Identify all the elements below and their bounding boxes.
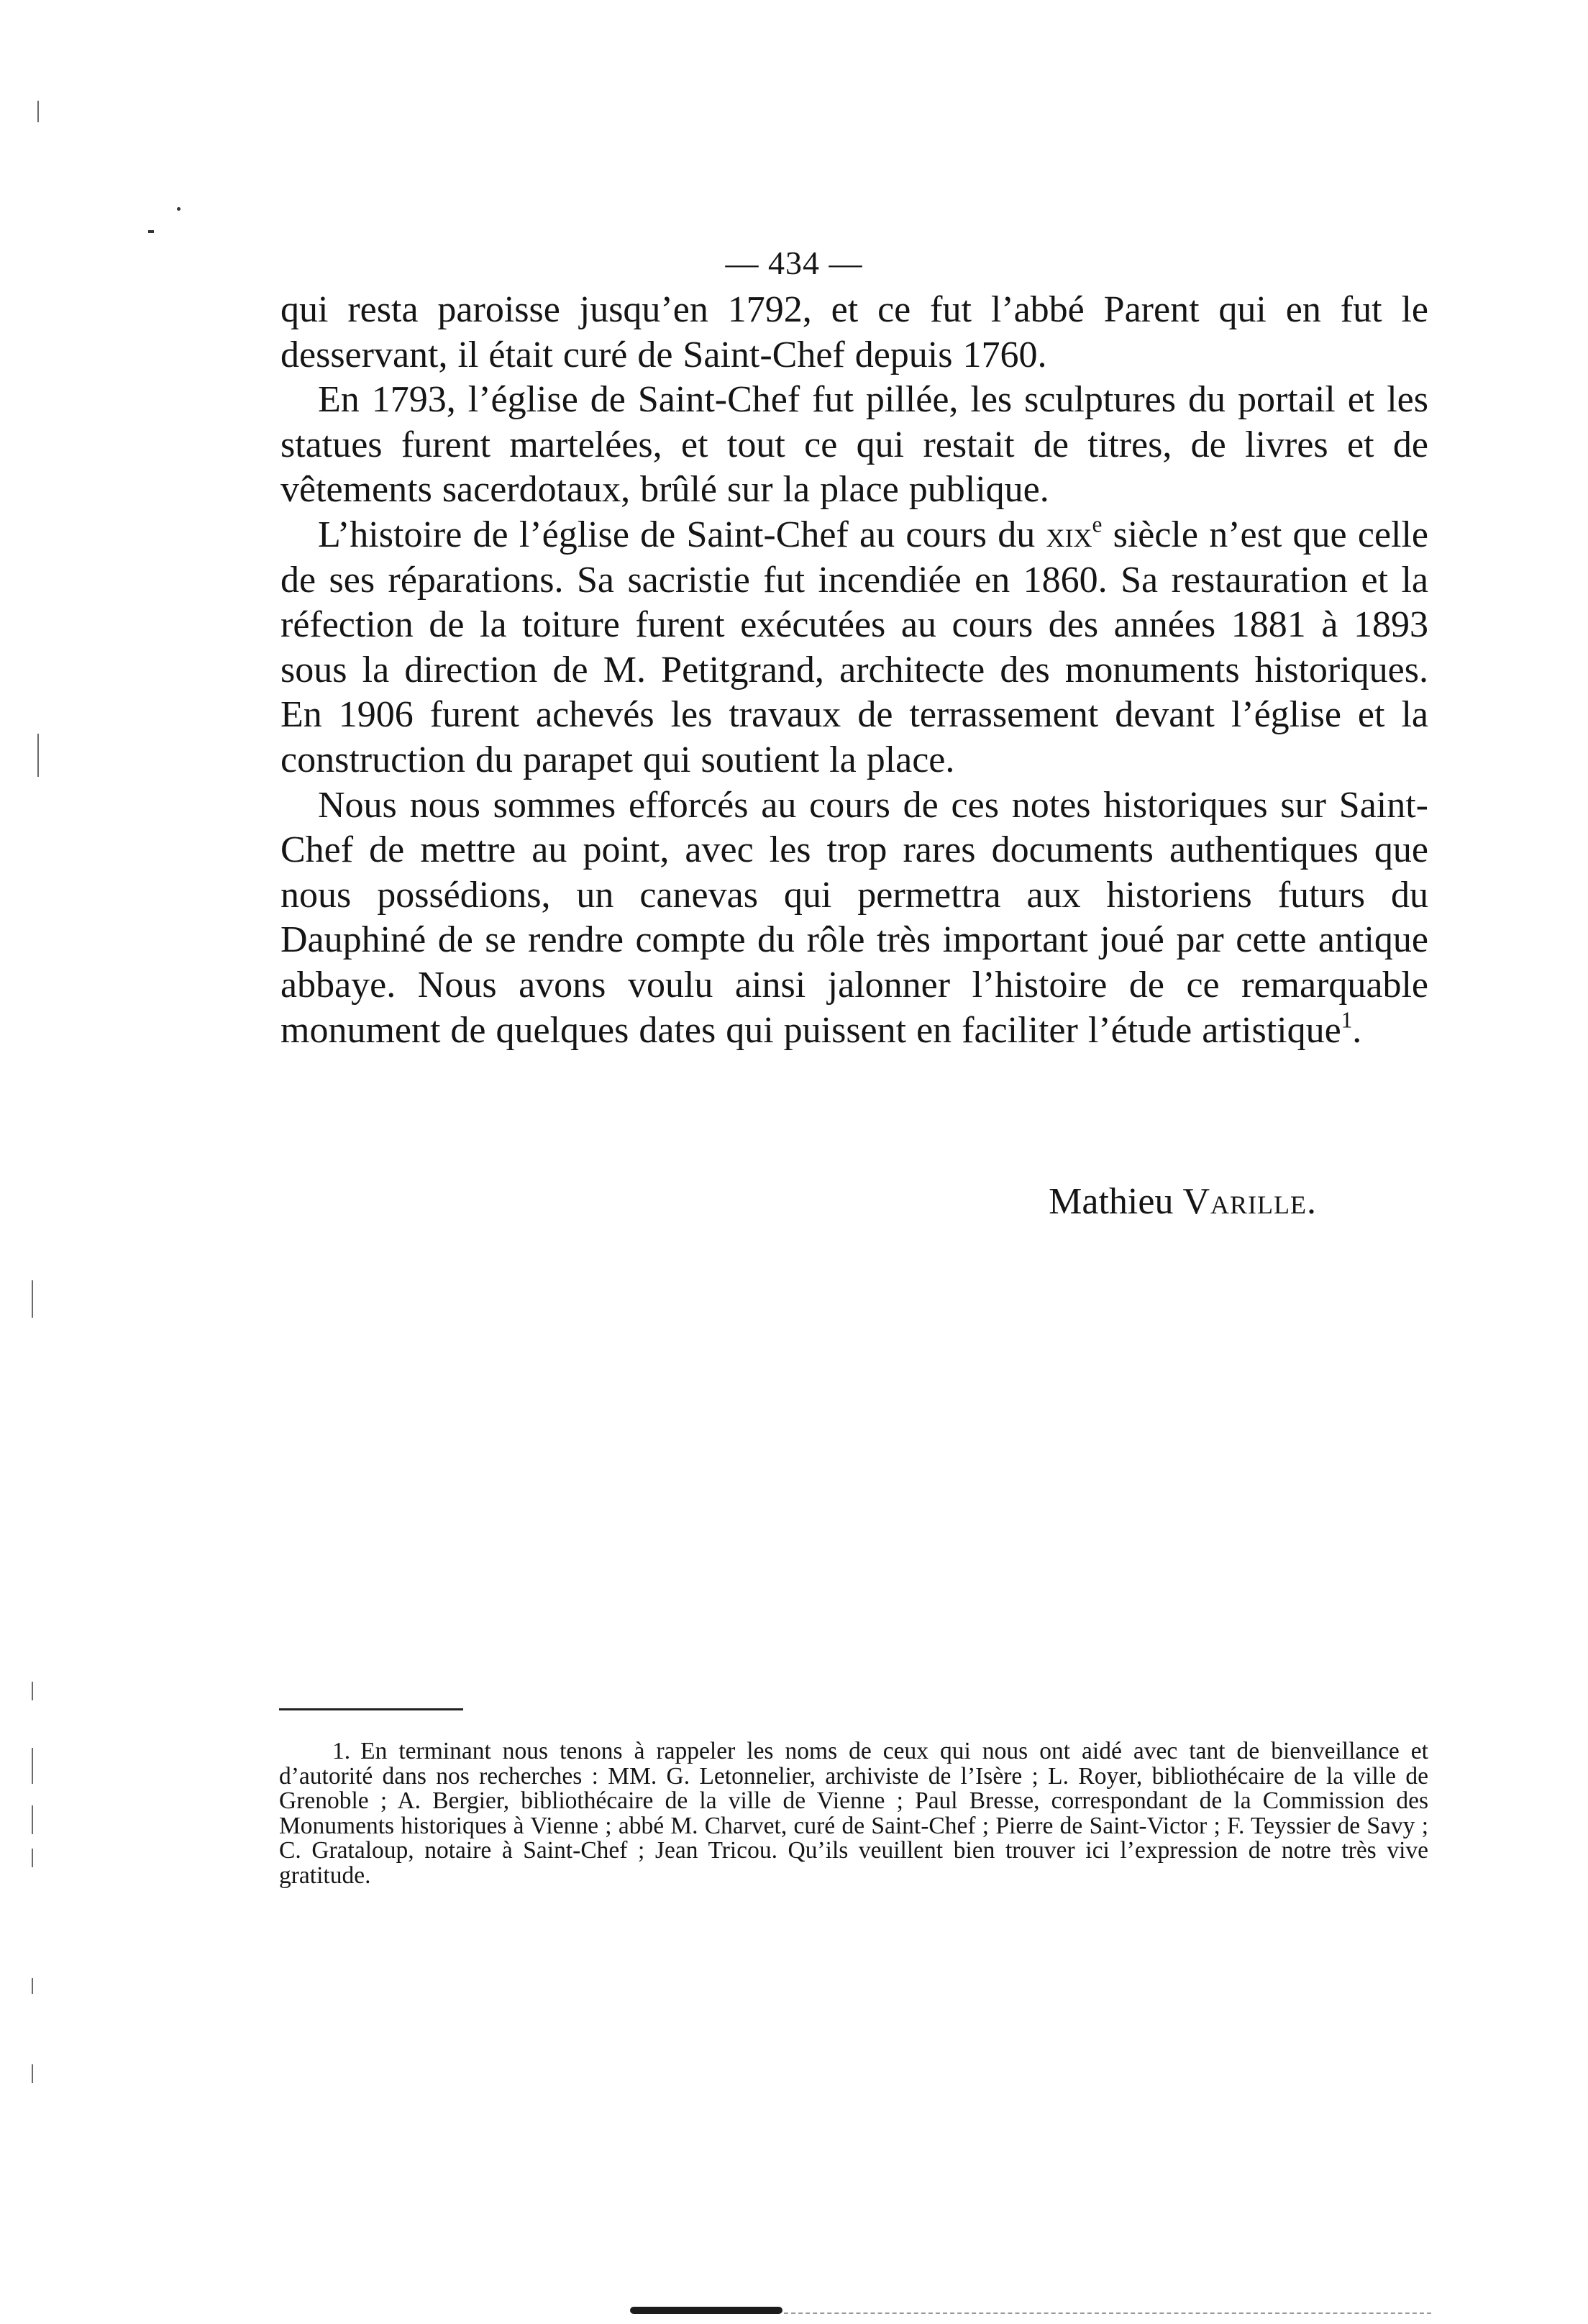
paragraph-2: En 1793, l’église de Saint-Chef fut pillée, les sculptures du portail et les statues furent martelées, et tout ce qui restait de titres, de livres et de vêtements sacerdotaux, brûlé sur la place publique.: [280, 379, 1428, 511]
footnote-number: 1.: [332, 1738, 351, 1764]
scan-edge-line: [784, 2312, 1431, 2315]
scan-mark: [32, 1805, 33, 1834]
author-first-name: Mathieu: [1049, 1181, 1174, 1222]
paragraph-3-end: siècle n’est que celle de ses réparations. Sa sacristie fut incendiée en 1860. Sa restauration et la réfection de la toiture furent exécutées au cours des années 1881 à 1893 sous la direction de M. Petitgrand, architecte des monuments historiques. En 1906 furent achevés les travaux de terrassement devant l’église et la construction du parapet qui soutient la place.: [280, 514, 1428, 780]
footnote-paragraph: [279, 1739, 1428, 1888]
paragraph-3: [280, 513, 1428, 783]
century-superscript: e: [1092, 511, 1103, 537]
scan-mark: [32, 1748, 33, 1784]
paragraph-4-text: Nous nous sommes efforcés au cours de ces notes historiques sur Saint-Chef de mettre au point, avec les trop rares documents authentiques que nous possédions, un canevas qui permettra aux historiens futurs du Dauphiné de se rendre compte du rôle très important joué par cette antique abbaye. Nous avons voulu ainsi jalonner l’histoire de ce remarquable monument de quelques dates qui puissent en faciliter l’étude artistique: [280, 784, 1428, 1051]
century-numeral: xix: [1046, 514, 1092, 555]
scan-mark: [32, 1849, 33, 1867]
scan-mark: [37, 101, 39, 122]
signature-end: .: [1307, 1181, 1316, 1222]
scan-smudge: [630, 2307, 782, 2314]
paragraph-3-start: L’histoire de l’église de Saint-Chef au cours du: [318, 514, 1046, 555]
scan-mark: [148, 230, 154, 233]
footnote-reference: 1: [1341, 1007, 1353, 1033]
scan-mark: [32, 2064, 33, 2083]
paragraph-1: qui resta paroisse jusqu’en 1792, et ce fut l’abbé Parent qui en fut le desservant, il était curé de Saint-Chef depuis 1760.: [280, 289, 1428, 375]
author-signature: [935, 1180, 1316, 1224]
scan-mark: [32, 1280, 33, 1318]
footnote: [279, 1739, 1428, 1888]
author-last-name: Varille: [1182, 1181, 1307, 1222]
scan-mark: [177, 207, 181, 211]
footnote-text: En terminant nous tenons à rappeler les noms de ceux qui nous ont aidé avec tant de bienveillance et d’autorité dans nos recherches : MM. G. Letonnelier, archiviste de l’Isère ; L. Royer, bibliothécaire de la ville de Grenoble ; A. Bergier, bibliothécaire de la ville de Vienne ; Paul Bresse, correspondant de la Commission des Monuments historiques à Vienne ; abbé M. Charvet, curé de Saint-Chef ; Pierre de Saint-Victor ; F. Teyssier de Savy ; C. Grataloup, notaire à Saint-Chef ; Jean Tricou. Qu’ils veuillent bien trouver ici l’expression de notre très vive gratitude.: [279, 1738, 1428, 1889]
paragraph-4: [280, 783, 1428, 1054]
scan-mark: [32, 1978, 33, 1994]
paragraph-4-end: .: [1352, 1009, 1362, 1051]
footnote-separator: [279, 1708, 463, 1710]
page-number: — 434 —: [725, 245, 863, 281]
main-text: [280, 288, 1428, 1053]
scan-mark: [37, 734, 39, 777]
scan-mark: [32, 1682, 33, 1700]
